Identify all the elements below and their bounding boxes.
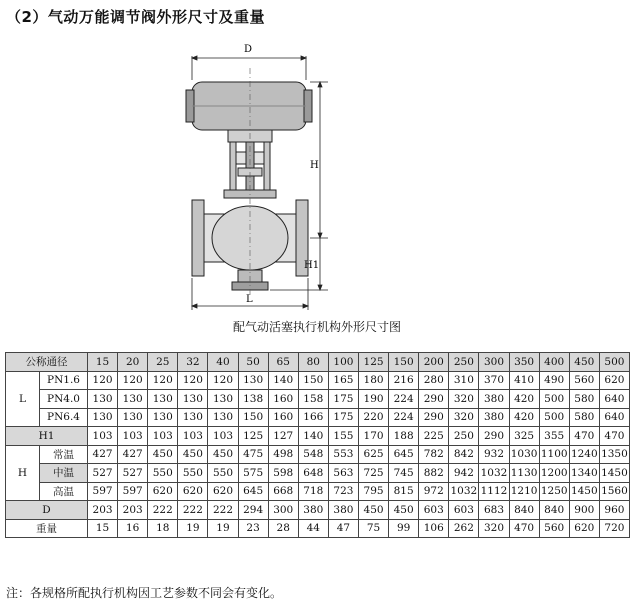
value-cell: 130 bbox=[148, 390, 178, 409]
value-cell: 645 bbox=[238, 482, 268, 501]
value-cell: 140 bbox=[298, 427, 328, 446]
value-cell: 222 bbox=[178, 501, 208, 520]
value-cell: 840 bbox=[509, 501, 539, 520]
value-cell: 203 bbox=[88, 501, 118, 520]
value-cell: 380 bbox=[328, 501, 358, 520]
value-cell: 972 bbox=[419, 482, 449, 501]
value-cell: 130 bbox=[118, 390, 148, 409]
value-cell: 603 bbox=[419, 501, 449, 520]
value-cell: 560 bbox=[539, 519, 569, 538]
value-cell: 120 bbox=[118, 371, 148, 390]
value-cell: 160 bbox=[268, 408, 298, 427]
value-cell: 103 bbox=[88, 427, 118, 446]
size-header-cell: 40 bbox=[208, 353, 238, 372]
value-cell: 942 bbox=[449, 464, 479, 483]
value-cell: 603 bbox=[449, 501, 479, 520]
value-cell: 932 bbox=[479, 445, 509, 464]
dimension-d bbox=[192, 56, 306, 80]
dimension-table bbox=[5, 352, 630, 538]
value-cell: 216 bbox=[389, 371, 419, 390]
value-cell: 563 bbox=[328, 464, 358, 483]
row-label-cell: 常温 bbox=[40, 445, 88, 464]
value-cell: 103 bbox=[208, 427, 238, 446]
l-row bbox=[6, 390, 630, 409]
value-cell: 290 bbox=[419, 390, 449, 409]
value-cell: 560 bbox=[569, 371, 599, 390]
value-cell: 220 bbox=[358, 408, 388, 427]
value-cell: 300 bbox=[268, 501, 298, 520]
valve-dimension-drawing bbox=[170, 28, 370, 313]
value-cell: 290 bbox=[419, 408, 449, 427]
l-group-label: L bbox=[6, 371, 40, 427]
value-cell: 130 bbox=[208, 390, 238, 409]
value-cell: 222 bbox=[148, 501, 178, 520]
value-cell: 18 bbox=[148, 519, 178, 538]
value-cell: 1250 bbox=[539, 482, 569, 501]
h1-row bbox=[6, 427, 630, 446]
value-cell: 620 bbox=[208, 482, 238, 501]
value-cell: 420 bbox=[509, 390, 539, 409]
value-cell: 130 bbox=[88, 408, 118, 427]
value-cell: 127 bbox=[268, 427, 298, 446]
value-cell: 120 bbox=[208, 371, 238, 390]
value-cell: 140 bbox=[268, 371, 298, 390]
value-cell: 1350 bbox=[599, 445, 629, 464]
value-cell: 410 bbox=[509, 371, 539, 390]
value-cell: 450 bbox=[389, 501, 419, 520]
value-cell: 380 bbox=[479, 408, 509, 427]
value-cell: 15 bbox=[88, 519, 118, 538]
dim-label-l: L bbox=[246, 294, 253, 305]
dim-label-d: D bbox=[244, 44, 253, 55]
value-cell: 450 bbox=[358, 501, 388, 520]
size-header-cell: 50 bbox=[238, 353, 268, 372]
size-header-cell: 20 bbox=[118, 353, 148, 372]
value-cell: 620 bbox=[148, 482, 178, 501]
value-cell: 640 bbox=[599, 408, 629, 427]
value-cell: 840 bbox=[539, 501, 569, 520]
value-cell: 370 bbox=[479, 371, 509, 390]
value-cell: 44 bbox=[298, 519, 328, 538]
value-cell: 1032 bbox=[479, 464, 509, 483]
value-cell: 725 bbox=[358, 464, 388, 483]
value-cell: 580 bbox=[569, 390, 599, 409]
value-cell: 165 bbox=[328, 371, 358, 390]
value-cell: 106 bbox=[419, 519, 449, 538]
value-cell: 598 bbox=[268, 464, 298, 483]
value-cell: 224 bbox=[389, 408, 419, 427]
value-cell: 597 bbox=[88, 482, 118, 501]
value-cell: 475 bbox=[238, 445, 268, 464]
value-cell: 28 bbox=[268, 519, 298, 538]
value-cell: 1100 bbox=[539, 445, 569, 464]
value-cell: 166 bbox=[298, 408, 328, 427]
weight-label-cell: 重量 bbox=[6, 519, 88, 538]
h-row bbox=[6, 482, 630, 501]
value-cell: 130 bbox=[118, 408, 148, 427]
value-cell: 500 bbox=[539, 408, 569, 427]
size-header-cell: 125 bbox=[358, 353, 388, 372]
size-header-cell: 350 bbox=[509, 353, 539, 372]
value-cell: 470 bbox=[599, 427, 629, 446]
d-row bbox=[6, 501, 630, 520]
value-cell: 1200 bbox=[539, 464, 569, 483]
size-header-cell: 450 bbox=[569, 353, 599, 372]
value-cell: 19 bbox=[208, 519, 238, 538]
value-cell: 75 bbox=[358, 519, 388, 538]
value-cell: 103 bbox=[148, 427, 178, 446]
size-header-cell: 250 bbox=[449, 353, 479, 372]
value-cell: 490 bbox=[539, 371, 569, 390]
value-cell: 580 bbox=[569, 408, 599, 427]
value-cell: 548 bbox=[298, 445, 328, 464]
value-cell: 188 bbox=[389, 427, 419, 446]
value-cell: 125 bbox=[238, 427, 268, 446]
value-cell: 130 bbox=[178, 408, 208, 427]
value-cell: 450 bbox=[208, 445, 238, 464]
value-cell: 120 bbox=[88, 371, 118, 390]
value-cell: 553 bbox=[328, 445, 358, 464]
value-cell: 625 bbox=[358, 445, 388, 464]
row-label-cell: PN6.4 bbox=[40, 408, 88, 427]
value-cell: 683 bbox=[479, 501, 509, 520]
value-cell: 158 bbox=[298, 390, 328, 409]
value-cell: 720 bbox=[599, 519, 629, 538]
size-header-cell: 65 bbox=[268, 353, 298, 372]
value-cell: 225 bbox=[419, 427, 449, 446]
value-cell: 180 bbox=[358, 371, 388, 390]
value-cell: 120 bbox=[178, 371, 208, 390]
value-cell: 527 bbox=[118, 464, 148, 483]
actuator bbox=[186, 82, 312, 130]
row-label-cell: PN1.6 bbox=[40, 371, 88, 390]
d-label-cell: D bbox=[6, 501, 88, 520]
value-cell: 470 bbox=[569, 427, 599, 446]
header-label-cell: 公称通径 bbox=[6, 353, 88, 372]
value-cell: 290 bbox=[479, 427, 509, 446]
value-cell: 190 bbox=[358, 390, 388, 409]
value-cell: 620 bbox=[599, 371, 629, 390]
value-cell: 450 bbox=[148, 445, 178, 464]
value-cell: 1560 bbox=[599, 482, 629, 501]
value-cell: 1030 bbox=[509, 445, 539, 464]
value-cell: 842 bbox=[449, 445, 479, 464]
value-cell: 1210 bbox=[509, 482, 539, 501]
size-header-cell: 80 bbox=[298, 353, 328, 372]
value-cell: 1450 bbox=[569, 482, 599, 501]
value-cell: 150 bbox=[298, 371, 328, 390]
footnote: 注：各规格所配执行机构因工艺参数不同会有变化。 bbox=[6, 586, 283, 600]
value-cell: 175 bbox=[328, 390, 358, 409]
row-label-cell: PN4.0 bbox=[40, 390, 88, 409]
size-header-cell: 150 bbox=[389, 353, 419, 372]
value-cell: 380 bbox=[298, 501, 328, 520]
value-cell: 427 bbox=[88, 445, 118, 464]
value-cell: 718 bbox=[298, 482, 328, 501]
l-row bbox=[6, 408, 630, 427]
value-cell: 1240 bbox=[569, 445, 599, 464]
size-header-cell: 200 bbox=[419, 353, 449, 372]
value-cell: 280 bbox=[419, 371, 449, 390]
value-cell: 130 bbox=[238, 371, 268, 390]
value-cell: 130 bbox=[208, 408, 238, 427]
value-cell: 222 bbox=[208, 501, 238, 520]
value-cell: 160 bbox=[268, 390, 298, 409]
value-cell: 550 bbox=[208, 464, 238, 483]
value-cell: 120 bbox=[148, 371, 178, 390]
value-cell: 900 bbox=[569, 501, 599, 520]
value-cell: 815 bbox=[389, 482, 419, 501]
value-cell: 450 bbox=[178, 445, 208, 464]
value-cell: 640 bbox=[599, 390, 629, 409]
h-group-label: H bbox=[6, 445, 40, 501]
h-row bbox=[6, 445, 630, 464]
value-cell: 882 bbox=[419, 464, 449, 483]
value-cell: 23 bbox=[238, 519, 268, 538]
value-cell: 294 bbox=[238, 501, 268, 520]
value-cell: 648 bbox=[298, 464, 328, 483]
size-header-cell: 25 bbox=[148, 353, 178, 372]
value-cell: 138 bbox=[238, 390, 268, 409]
value-cell: 170 bbox=[358, 427, 388, 446]
header-row bbox=[6, 353, 630, 372]
value-cell: 320 bbox=[449, 408, 479, 427]
figure-caption: 配气动活塞执行机构外形尺寸图 bbox=[232, 320, 401, 334]
dim-label-h1: H1 bbox=[304, 260, 320, 271]
value-cell: 550 bbox=[178, 464, 208, 483]
value-cell: 427 bbox=[118, 445, 148, 464]
value-cell: 1112 bbox=[479, 482, 509, 501]
value-cell: 498 bbox=[268, 445, 298, 464]
value-cell: 250 bbox=[449, 427, 479, 446]
value-cell: 470 bbox=[509, 519, 539, 538]
value-cell: 380 bbox=[479, 390, 509, 409]
value-cell: 320 bbox=[479, 519, 509, 538]
size-header-cell: 15 bbox=[88, 353, 118, 372]
value-cell: 782 bbox=[419, 445, 449, 464]
value-cell: 150 bbox=[238, 408, 268, 427]
size-header-cell: 400 bbox=[539, 353, 569, 372]
value-cell: 103 bbox=[118, 427, 148, 446]
value-cell: 960 bbox=[599, 501, 629, 520]
value-cell: 355 bbox=[539, 427, 569, 446]
value-cell: 19 bbox=[178, 519, 208, 538]
value-cell: 16 bbox=[118, 519, 148, 538]
l-row bbox=[6, 371, 630, 390]
value-cell: 668 bbox=[268, 482, 298, 501]
value-cell: 175 bbox=[328, 408, 358, 427]
row-label-cell: 中温 bbox=[40, 464, 88, 483]
dim-label-h: H bbox=[310, 160, 319, 171]
value-cell: 723 bbox=[328, 482, 358, 501]
value-cell: 1340 bbox=[569, 464, 599, 483]
value-cell: 47 bbox=[328, 519, 358, 538]
value-cell: 1450 bbox=[599, 464, 629, 483]
value-cell: 420 bbox=[509, 408, 539, 427]
value-cell: 527 bbox=[88, 464, 118, 483]
value-cell: 575 bbox=[238, 464, 268, 483]
value-cell: 203 bbox=[118, 501, 148, 520]
value-cell: 130 bbox=[148, 408, 178, 427]
h1-label-cell: H1 bbox=[6, 427, 88, 446]
row-label-cell: 高温 bbox=[40, 482, 88, 501]
size-header-cell: 300 bbox=[479, 353, 509, 372]
value-cell: 262 bbox=[449, 519, 479, 538]
size-header-cell: 32 bbox=[178, 353, 208, 372]
value-cell: 1032 bbox=[449, 482, 479, 501]
value-cell: 325 bbox=[509, 427, 539, 446]
value-cell: 320 bbox=[449, 390, 479, 409]
value-cell: 103 bbox=[178, 427, 208, 446]
value-cell: 645 bbox=[389, 445, 419, 464]
value-cell: 620 bbox=[569, 519, 599, 538]
value-cell: 550 bbox=[148, 464, 178, 483]
size-header-cell: 500 bbox=[599, 353, 629, 372]
page-title: （2）气动万能调节阀外形尺寸及重量 bbox=[6, 8, 265, 26]
value-cell: 795 bbox=[358, 482, 388, 501]
size-header-cell: 100 bbox=[328, 353, 358, 372]
value-cell: 620 bbox=[178, 482, 208, 501]
value-cell: 500 bbox=[539, 390, 569, 409]
value-cell: 99 bbox=[389, 519, 419, 538]
value-cell: 155 bbox=[328, 427, 358, 446]
value-cell: 1130 bbox=[509, 464, 539, 483]
value-cell: 597 bbox=[118, 482, 148, 501]
h-row bbox=[6, 464, 630, 483]
value-cell: 130 bbox=[88, 390, 118, 409]
value-cell: 224 bbox=[389, 390, 419, 409]
weight-row bbox=[6, 519, 630, 538]
value-cell: 310 bbox=[449, 371, 479, 390]
value-cell: 745 bbox=[389, 464, 419, 483]
value-cell: 130 bbox=[178, 390, 208, 409]
